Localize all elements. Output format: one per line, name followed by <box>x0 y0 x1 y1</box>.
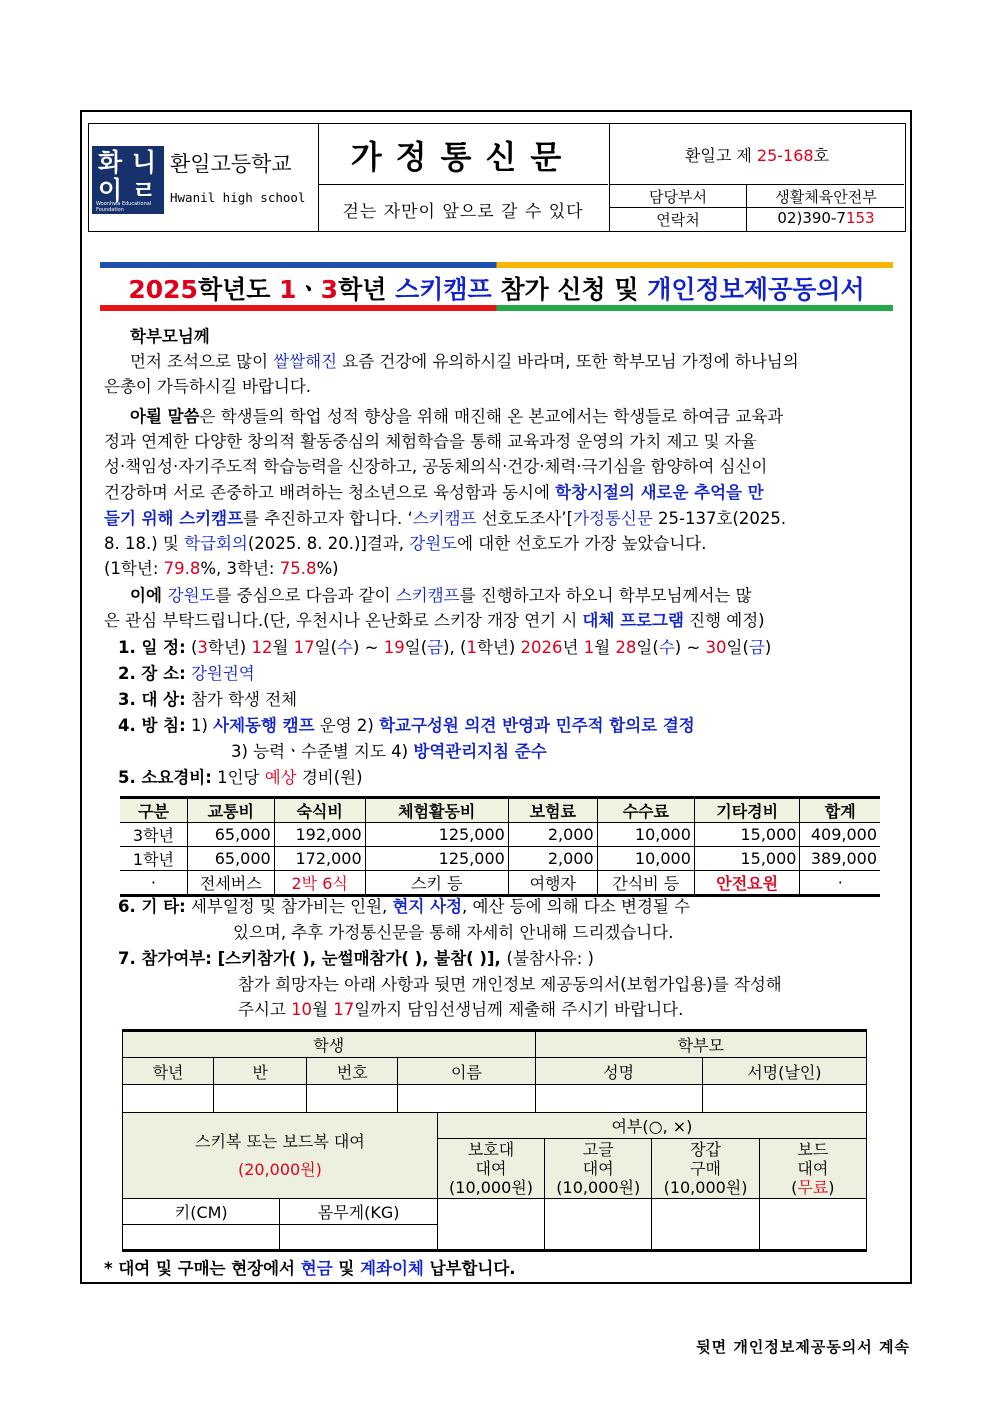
cell: 1학년 <box>120 847 187 871</box>
greeting: 학부모님께 <box>130 327 210 346</box>
cell: 3학년 <box>120 823 187 847</box>
number-field[interactable] <box>307 1085 398 1113</box>
table-row <box>120 823 880 847</box>
continued-note: 뒷면 개인정보제공동의서 계속 <box>696 1338 910 1356</box>
cost-header-row <box>120 798 880 823</box>
cell: 125,000 <box>365 847 508 871</box>
table-row <box>120 847 880 871</box>
signature-header: 서명(날인) <box>702 1058 866 1085</box>
cell: 409,000 <box>800 823 880 847</box>
cell: 65,000 <box>187 823 274 847</box>
gloves-check-field[interactable] <box>652 1199 759 1251</box>
body-line: 먼저 조석으로 많이 쌀쌀해진 요즘 건강에 유의하시길 바라며, 또한 학부모님 가정에 하나님의 <box>130 352 799 371</box>
body-line: 이에 강원도를 중심으로 다음과 같이 스키캠프를 진행하고자 하오니 학부모님께서는 많 <box>130 586 752 605</box>
parent-name-header: 성명 <box>535 1058 702 1085</box>
school-motto: 걷는 자만이 앞으로 갈 수 있다 <box>342 202 584 222</box>
document-title: 가정통신문 <box>350 138 576 176</box>
cell: · <box>800 871 880 896</box>
guard-check-field[interactable] <box>437 1199 544 1251</box>
cell: 10,000 <box>597 847 694 871</box>
cell: 192,000 <box>274 823 365 847</box>
cell: 간식비 등 <box>597 871 694 896</box>
application-form <box>122 1029 867 1113</box>
contact-value: 02)390-7153 <box>777 209 875 227</box>
col-header: 숙식비 <box>274 798 365 823</box>
height-header: 키(CM) <box>123 1199 280 1225</box>
body-line: 8. 18.) 및 학급회의(2025. 8. 20.)]결과, 강원도에 대한 선호도가 가장 높았습니다. <box>104 534 707 553</box>
option-goggles: 고글 대여 (10,000원) <box>545 1139 652 1199</box>
school-name-english: Hwanil high school <box>170 190 306 205</box>
cell: 15,000 <box>694 823 800 847</box>
payment-footnote: * 대여 및 구매는 현장에서 현금 및 계좌이체 납부합니다. <box>104 1259 516 1278</box>
parent-name-field[interactable] <box>535 1085 702 1113</box>
cell: 65,000 <box>187 847 274 871</box>
body-line: 은총이 가득하시길 바랍니다. <box>104 377 312 396</box>
option-board: 보드 대여 (무료) <box>759 1139 866 1199</box>
body-line: 들기 위해 스키캠프를 추진하고자 합니다. ‘스키캠프 선호도조사’[가정통신문 25-137호(2025. <box>104 509 787 528</box>
cell: · <box>120 871 187 896</box>
class-header: 반 <box>214 1058 307 1085</box>
number-header: 번호 <box>307 1058 398 1085</box>
body-line: 정과 연계한 다양한 창의적 활동중심의 체험학습을 통해 교육과정 운영의 가치 제고 및 자율 <box>104 432 757 451</box>
rental-title-cell <box>123 1113 438 1199</box>
cell: 172,000 <box>274 847 365 871</box>
logo-foundation: Woonhwa Educational Foundation <box>96 201 152 213</box>
cell: 2,000 <box>508 823 597 847</box>
yesno-header: 여부(○, ×) <box>437 1113 866 1139</box>
item-participation: 7. 참가여부: [스키참가( ), 눈썰매참가( ), 불참( )], (불참사유: ) <box>118 949 594 968</box>
col-header: 교통비 <box>187 798 274 823</box>
cell: 125,000 <box>365 823 508 847</box>
rental-form <box>122 1112 867 1252</box>
cell: 389,000 <box>800 847 880 871</box>
cell: 스키 등 <box>365 871 508 896</box>
height-field[interactable] <box>123 1225 280 1251</box>
col-header: 기타경비 <box>694 798 800 823</box>
cell: 10,000 <box>597 823 694 847</box>
logo-glyph: ㄹ <box>132 176 157 205</box>
body-line: 아뢸 말씀은 학생들의 학업 성적 향상을 위해 매진해 온 본교에서는 학생들로 하여금 교육과 <box>130 407 784 426</box>
body-line: (1학년: 79.8%, 3학년: 75.8%) <box>104 559 339 578</box>
cell: 안전요원 <box>694 871 800 896</box>
cell: 2,000 <box>508 847 597 871</box>
item-etc-cont: 있으며, 추후 가정통신문을 통해 자세히 안내해 드리겠습니다. <box>233 923 674 942</box>
headline-band-top <box>100 262 893 268</box>
table-row <box>120 871 880 896</box>
weight-header: 몸무게(KG) <box>280 1199 437 1225</box>
signature-field[interactable] <box>702 1085 866 1113</box>
student-header: 학생 <box>123 1031 536 1058</box>
col-header: 보험료 <box>508 798 597 823</box>
col-header: 합계 <box>800 798 880 823</box>
col-header: 수수료 <box>597 798 694 823</box>
class-field[interactable] <box>214 1085 307 1113</box>
cell: 15,000 <box>694 847 800 871</box>
cost-table <box>120 796 880 897</box>
col-header: 구분 <box>120 798 187 823</box>
body-line: 은 관심 부탁드립니다.(단, 우천시나 온난화로 스키장 개장 연기 시 대체 프로그램 진행 예정) <box>104 611 765 630</box>
header-divider <box>318 184 608 185</box>
headline-band-bottom <box>100 305 893 311</box>
cell: 전세버스 <box>187 871 274 896</box>
headline: 2025학년도 1ㆍ3학년 스키캠프 참가 신청 및 개인정보제공동의서 <box>128 275 865 304</box>
dept-label: 담당부서 <box>649 188 707 206</box>
item-participation-deadline: 주시고 10월 17일까지 담임선생님께 제출해 주시기 바랍니다. <box>238 1000 684 1019</box>
logo-glyph: 화 <box>98 148 123 177</box>
parent-header: 학부모 <box>535 1031 866 1058</box>
item-place: 2. 장 소: 강원권역 <box>118 664 255 683</box>
option-guard: 보호대 대여 (10,000원) <box>437 1139 544 1199</box>
item-policy-cont: 3) 능력ㆍ수준별 지도 4) 방역관리지침 준수 <box>231 742 547 761</box>
goggles-check-field[interactable] <box>545 1199 652 1251</box>
contact-label: 연락처 <box>656 211 700 229</box>
item-schedule: 1. 일 정: (3학년) 12월 17일(수) ~ 19일(금), (1학년) 2026년 1월 28일(수) ~ 30일(금) <box>118 638 772 657</box>
weight-field[interactable] <box>280 1225 437 1251</box>
item-etc: 6. 기 타: 세부일정 및 참가비는 인원, 현지 사정, 예산 등에 의해 다소 변경될 수 <box>118 897 691 916</box>
item-cost: 5. 소요경비: 1인당 예상 경비(원) <box>118 768 363 787</box>
col-header: 체험활동비 <box>365 798 508 823</box>
body-line: 성·책임성·자기주도적 학습능력을 신장하고, 공동체의식·건강·체력·극기심을 함양하여 심신이 <box>104 457 768 476</box>
item-target: 3. 대 상: 참가 학생 전체 <box>118 690 298 709</box>
issue-number: 환일고 제 25-168호 <box>684 146 830 165</box>
rental-title: 스키복 또는 보드복 대여 <box>195 1131 365 1151</box>
logo-glyph: 이 <box>98 176 123 205</box>
cell: 2박 6식 <box>274 871 365 896</box>
name-field[interactable] <box>398 1085 535 1113</box>
cell: 여행자 <box>508 871 597 896</box>
dept-value: 생활체육안전부 <box>775 188 877 206</box>
option-gloves: 장갑 구매 (10,000원) <box>652 1139 759 1199</box>
school-name-korean: 환일고등학교 <box>170 152 292 176</box>
board-check-field[interactable] <box>759 1199 866 1251</box>
department-info <box>610 184 904 231</box>
name-header: 이름 <box>398 1058 535 1085</box>
grade-header: 학년 <box>123 1058 214 1085</box>
logo-glyph: 니 <box>132 148 157 177</box>
item-participation-cont: 참가 희망자는 아래 사항과 뒷면 개인정보 제공동의서(보험가입용)를 작성해 <box>238 975 782 994</box>
item-policy: 4. 방 침: 1) 사제동행 캠프 운영 2) 학교구성원 의견 반영과 민주적 합의로 결정 <box>118 716 695 735</box>
rental-price: (20,000원) <box>237 1159 322 1179</box>
body-line: 건강하며 서로 존중하고 배려하는 청소년으로 육성함과 동시에 학창시절의 새로운 추억을 만 <box>104 483 764 502</box>
grade-field[interactable] <box>123 1085 214 1113</box>
